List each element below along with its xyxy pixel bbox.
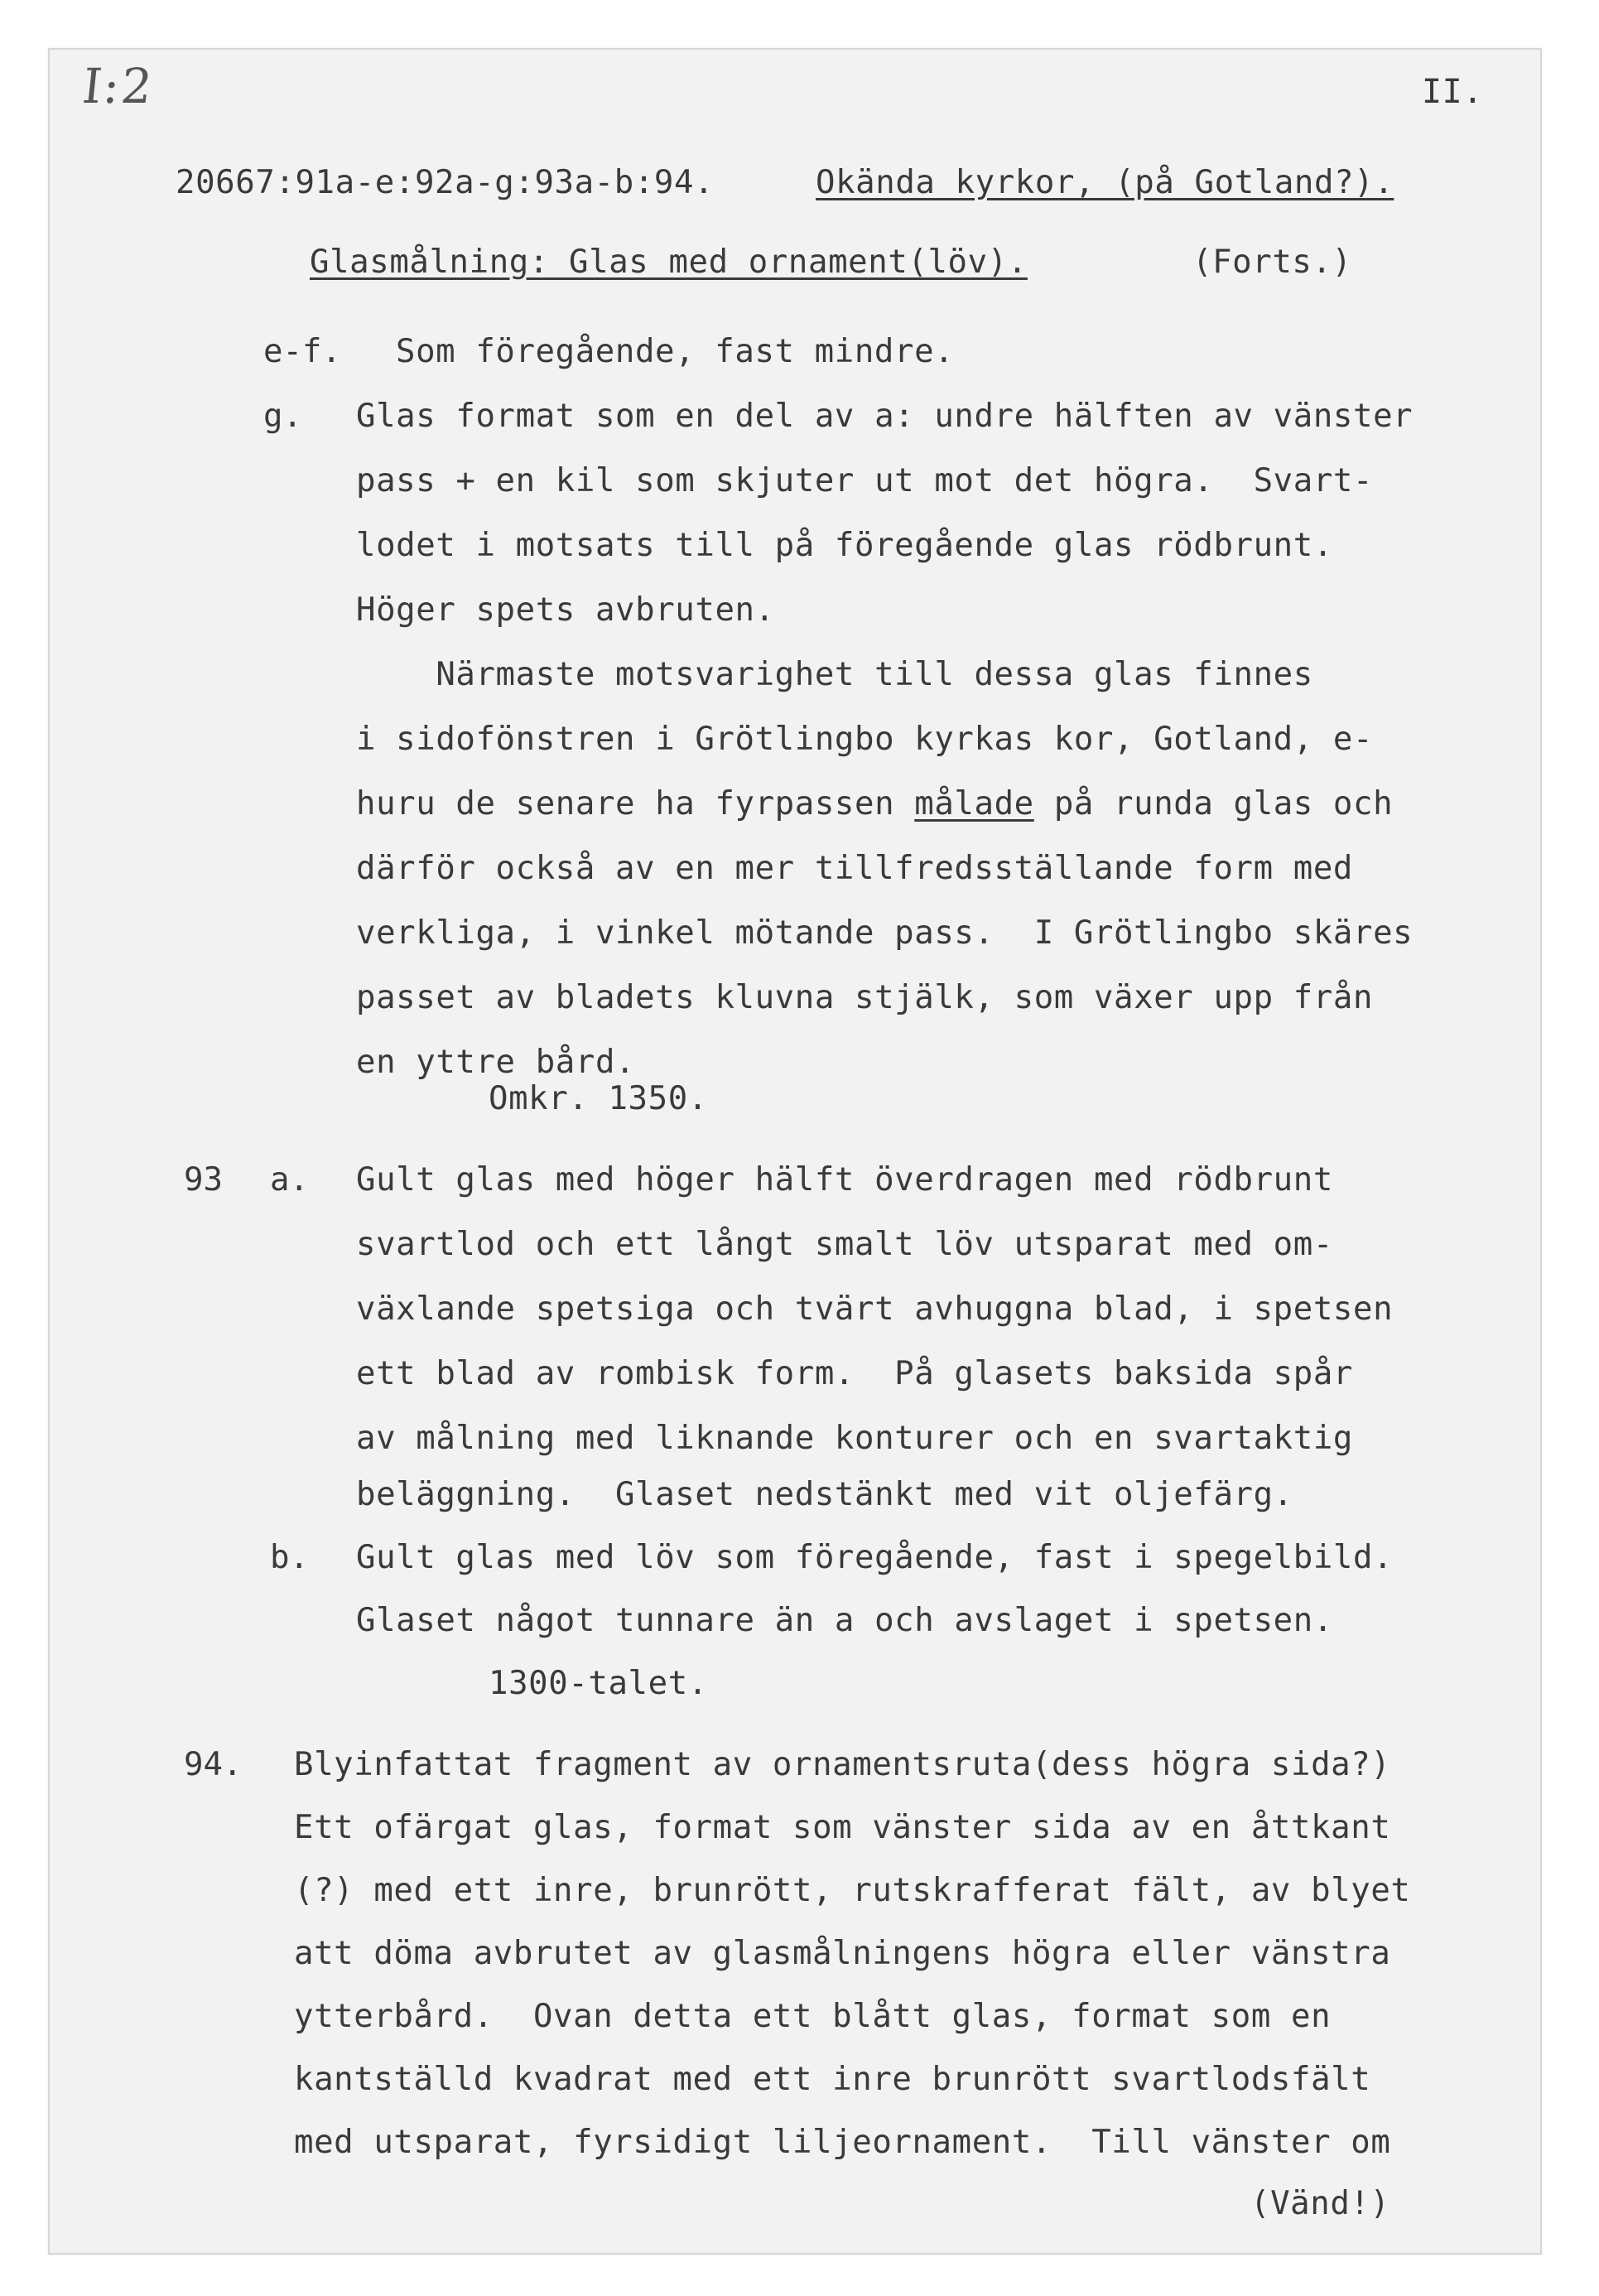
entry-label: e-f. bbox=[263, 333, 341, 370]
entry-label: b. bbox=[270, 1539, 309, 1576]
paragraph-line: en yttre bård. bbox=[356, 1044, 636, 1081]
paragraph-line bbox=[356, 784, 1393, 825]
entry-line: Ett ofärgat glas, format som vänster sida av en åttkant bbox=[294, 1809, 1391, 1846]
entry-line: ett blad av rombisk form. På glasets baksida spår bbox=[356, 1355, 1353, 1392]
paragraph-text: huru de senare ha fyrpassen bbox=[356, 785, 915, 822]
entry-line: kantställd kvadrat med ett inre brunrött svartlodsfält bbox=[294, 2061, 1371, 2098]
entry-label: g. bbox=[263, 398, 302, 435]
entry-line: Som föregående, fast mindre. bbox=[396, 333, 955, 370]
entry-line: ytterbård. Ovan detta ett blått glas, format som en bbox=[294, 1998, 1332, 2035]
entry-line: svartlod och ett långt smalt löv utsparat med om- bbox=[356, 1226, 1333, 1263]
paragraph-first-line: Närmaste motsvarighet till dessa glas finnes bbox=[356, 656, 1313, 693]
subject-heading: Glasmålning: Glas med ornament(löv). bbox=[310, 244, 1028, 281]
entry-line: Gult glas med löv som föregående, fast i spegelbild. bbox=[356, 1539, 1394, 1576]
entry-number: 94. bbox=[184, 1746, 243, 1783]
entry-line: med utsparat, fyrsidigt liljeornament. Till vänster om bbox=[294, 2124, 1391, 2161]
entry-label: a. bbox=[270, 1161, 309, 1199]
emphasis-word: målade bbox=[914, 785, 1034, 822]
entry-number: 93 bbox=[184, 1161, 223, 1199]
paragraph-text: på runda glas och bbox=[1033, 785, 1394, 822]
entry-line: att döma avbrutet av glasmålningens högra eller vänstra bbox=[294, 1935, 1391, 1972]
entry-line: Glaset något tunnare än a och avslaget i spetsen. bbox=[356, 1602, 1333, 1639]
continued-note: (Forts.) bbox=[1192, 244, 1352, 281]
date-line: 1300-talet. bbox=[489, 1665, 708, 1702]
entry-line: pass + en kil som skjuter ut mot det högra. Svart- bbox=[356, 462, 1374, 499]
paragraph-line: passet av bladets kluvna stjälk, som växer upp från bbox=[356, 979, 1374, 1016]
turn-over-note: (Vänd!) bbox=[1250, 2185, 1390, 2222]
paragraph-line: verkliga, i vinkel mötande pass. I Grötlingbo skäres bbox=[356, 914, 1414, 952]
location-heading: Okända kyrkor, (på Gotland?). bbox=[816, 164, 1394, 201]
entry-line: Blyinfattat fragment av ornamentsruta(dess högra sida?) bbox=[294, 1746, 1391, 1783]
paragraph-line: därför också av en mer tillfredsställande form med bbox=[356, 850, 1353, 887]
entry-line: lodet i motsats till på föregående glas rödbrunt. bbox=[356, 527, 1333, 564]
date-line: Omkr. 1350. bbox=[489, 1080, 708, 1117]
entry-line: Glas format som en del av a: undre hälften av vänster bbox=[356, 398, 1414, 435]
catalog-ref: 20667:91a-e:92a-g:93a-b:94. bbox=[176, 164, 715, 201]
handwritten-mark: I:2 bbox=[79, 58, 157, 114]
entry-line: av målning med liknande konturer och en svartaktig bbox=[356, 1420, 1353, 1457]
page-number: II. bbox=[1421, 73, 1483, 111]
entry-line: beläggning. Glaset nedstänkt med vit oljefärg. bbox=[356, 1476, 1293, 1513]
entry-line: (?) med ett inre, brunrött, rutskrafferat fält, av blyet bbox=[294, 1872, 1411, 1909]
entry-line: växlande spetsiga och tvärt avhuggna blad, i spetsen bbox=[356, 1290, 1394, 1328]
paragraph-line: i sidofönstren i Grötlingbo kyrkas kor, Gotland, e- bbox=[356, 721, 1374, 758]
entry-line: Gult glas med höger hälft överdragen med rödbrunt bbox=[356, 1161, 1333, 1199]
catalog-card bbox=[48, 48, 1542, 2255]
entry-line: Höger spets avbruten. bbox=[356, 591, 775, 629]
